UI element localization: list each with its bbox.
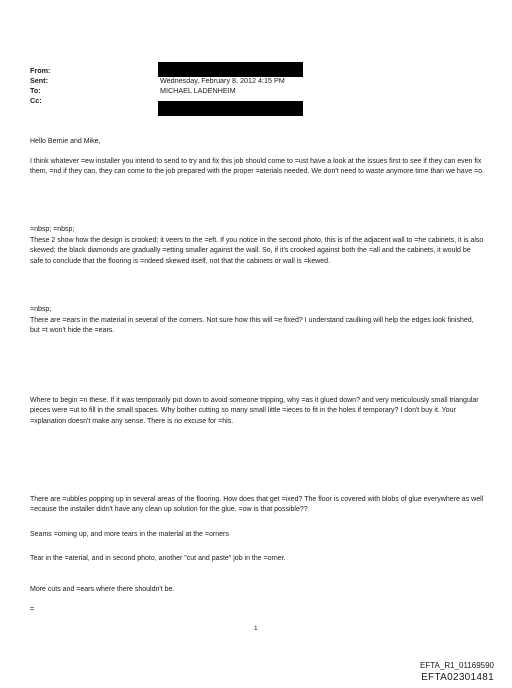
paragraph-6 (30, 530, 485, 540)
paragraph-3 (30, 316, 485, 337)
trailing-marker-text: = (30, 606, 35, 613)
paragraph-4 (30, 396, 485, 427)
footer-document-id-1: EFTA_R1_01169590 (420, 661, 494, 670)
nbsp-line-2 (30, 305, 485, 315)
cc-label: Cc: (30, 96, 42, 105)
paragraph-1-text: I think whatever =ew installer you intend to send to try and fix this job should come to =ust have a look at the issues first to see if they can even fix them, =nd if they can, they can come to the job prepared with the proper =aterials needed. We don't need to waste anymore time than we have =o. (30, 158, 484, 176)
nbsp-line-1-text: =nbsp; =nbsp; (30, 226, 75, 233)
paragraph-1 (30, 157, 485, 178)
trailing-marker (30, 605, 485, 615)
paragraph-8 (30, 585, 485, 595)
sent-label: Sent: (30, 76, 48, 85)
paragraph-5-text: There are =ubbles popping up in several areas of the flooring. How does that get =ixed? The floor is covered with blobs of glue everywhere as well =ecause the installer didn't have any clean up solution for the glue. =ow is that possible?? (30, 496, 484, 514)
greeting-text: Hello Bernie and Mike, (30, 138, 101, 145)
header-row-to (30, 86, 490, 96)
paragraph-6-text: Seams =oming up, and more tears in the material at the =orners (30, 531, 229, 538)
header-row-from (30, 66, 490, 76)
footer-document-id-2: EFTA02301481 (421, 672, 494, 683)
sent-value: Wednesday, February 8, 2012 4:15 PM (160, 76, 285, 85)
header-row-cc (30, 96, 490, 106)
header-row-sent (30, 76, 490, 86)
from-label: From: (30, 66, 51, 75)
paragraph-3-text: There are =ears in the material in several of the corners. Not sure how this will =e fixed? I understand caulking will help the edges look finished, but =t won't hide the =ears. (30, 317, 474, 335)
nbsp-line-2-text: =nbsp; (30, 306, 52, 313)
paragraph-7-text: Tear in the =aterial, and in second photo, another "cut and paste" job in the =orner. (30, 555, 286, 562)
email-header (30, 66, 490, 106)
page-number: 1 (254, 625, 258, 632)
to-label: To: (30, 86, 41, 95)
nbsp-line-1 (30, 225, 485, 235)
paragraph-4-text: Where to begin =n these. If it was temporarily put down to avoid someone tripping, why =as it glued down? and very meticulously small triangular pieces were =ut to fill in the small spaces. Why bother cutting so many small little =ieces to fit in the holes if temporary? I don't buy it. Your =xplanation doesn't make any sense. There is no excuse for =his. (30, 397, 479, 425)
paragraph-2 (30, 236, 485, 267)
paragraph-2-text: These 2 show how the design is crooked; it veers to the =eft. If you notice in the second photo, this is of the adjacent wall to =he cabinets, it is also skewed; the black diamonds are gradually =etting smaller against the wall. So, if it's crooked against both the =all and the cabinets, it would be safe to conclude that the flooring is =ndeed skewed itself, not that the cabinets or wall is =kewed. (30, 237, 484, 265)
paragraph-7 (30, 554, 485, 564)
paragraph-8-text: More cuts and =ears where there shouldn't be. (30, 586, 175, 593)
to-value: MICHAEL LADENHEIM (160, 86, 236, 95)
greeting (30, 137, 485, 147)
paragraph-5 (30, 495, 485, 516)
